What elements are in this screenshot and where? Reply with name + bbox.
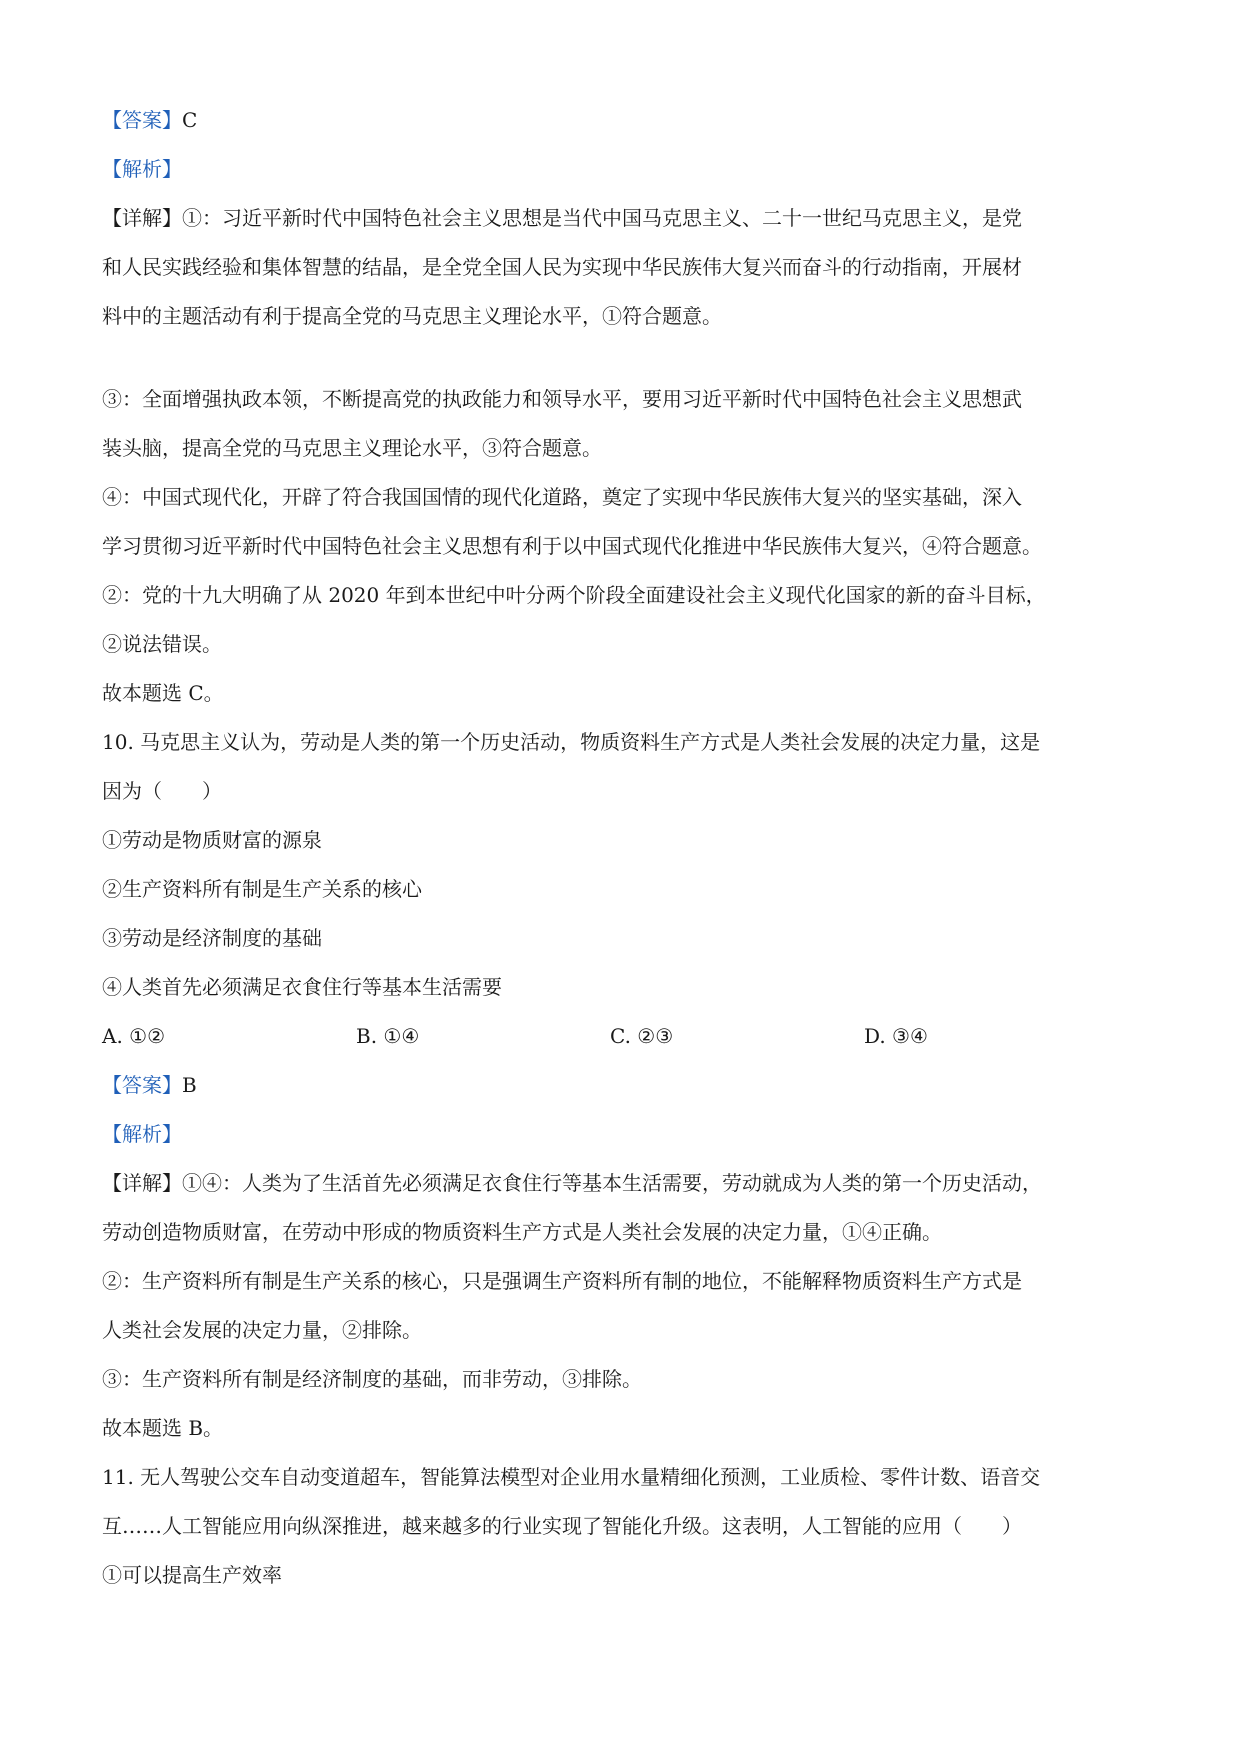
q10-item: ②生产资料所有制是生产关系的核心 [102, 877, 422, 901]
q9-detail-line: 料中的主题活动有利于提高全党的马克思主义理论水平，①符合题意。 [102, 304, 722, 328]
q9-analysis-tag [102, 145, 1142, 194]
q9-conclusion: 故本题选 C。 [102, 681, 224, 705]
q10-stem-line: 10. 马克思主义认为，劳动是人类的第一个历史活动，物质资料生产方式是人类社会发展的决定力量，这是 [102, 730, 1041, 754]
q9-explain-line: 学习贯彻习近平新时代中国特色社会主义思想有利于以中国式现代化推进中华民族伟大复兴，④符合题意。 [102, 534, 1042, 558]
q9-explain-line: ③：全面增强执政本领，不断提高党的执政能力和领导水平，要用习近平新时代中国特色社会主义思想武 [102, 387, 1022, 411]
analysis-tag: 【解析】 [102, 157, 182, 181]
q9-explain-line: 装头脑，提高全党的马克思主义理论水平，③符合题意。 [102, 436, 602, 460]
q10-options [102, 1012, 1142, 1061]
q9-detail-line: 和人民实践经验和集体智慧的结晶，是全党全国人民为实现中华民族伟大复兴而奋斗的行动指南，开展材 [102, 255, 1022, 279]
answer-tag: 【答案】 [102, 108, 182, 132]
q10-analysis-tag [102, 1110, 1142, 1159]
q10-detail-line [102, 1159, 1142, 1208]
q10-detail-line: ③：生产资料所有制是经济制度的基础，而非劳动，③排除。 [102, 1367, 642, 1391]
detail-tag: 【详解】 [102, 206, 182, 230]
q10-detail-line: 人类社会发展的决定力量，②排除。 [102, 1318, 422, 1342]
document-page [102, 96, 1142, 1600]
q9-explain-line: ④：中国式现代化，开辟了符合我国国情的现代化道路，奠定了实现中华民族伟大复兴的坚实基础，深入 [102, 485, 1022, 509]
q10-item: ①劳动是物质财富的源泉 [102, 828, 322, 852]
q11-stem-line: 互……人工智能应用向纵深推进，越来越多的行业实现了智能化升级。这表明，人工智能的应用（ ） [102, 1514, 1022, 1538]
spacer [102, 341, 1142, 375]
q10-stem-line: 因为（ ） [102, 779, 222, 803]
q9-answer [102, 96, 1142, 145]
answer-tag: 【答案】 [102, 1073, 182, 1097]
q9-explain-line: ②说法错误。 [102, 632, 222, 656]
option-d: D. ③④ [864, 1024, 928, 1048]
q10-answer [102, 1061, 1142, 1110]
answer-value: B [182, 1073, 197, 1097]
q10-conclusion: 故本题选 B。 [102, 1416, 224, 1440]
detail-text: ①④：人类为了生活首先必须满足衣食住行等基本生活需要，劳动就成为人类的第一个历史活动， [182, 1171, 1042, 1195]
q11-stem-line: 11. 无人驾驶公交车自动变道超车，智能算法模型对企业用水量精细化预测，工业质检、零件计数、语音交 [102, 1465, 1041, 1489]
option-b: B. ①④ [356, 1024, 420, 1048]
q10-detail-line: ②：生产资料所有制是生产关系的核心，只是强调生产资料所有制的地位，不能解释物质资料生产方式是 [102, 1269, 1022, 1293]
option-c: C. ②③ [610, 1024, 674, 1048]
detail-text: ①：习近平新时代中国特色社会主义思想是当代中国马克思主义、二十一世纪马克思主义，是党 [182, 206, 1022, 230]
q11-item: ①可以提高生产效率 [102, 1563, 282, 1587]
analysis-tag: 【解析】 [102, 1122, 182, 1146]
q10-item: ④人类首先必须满足衣食住行等基本生活需要 [102, 975, 502, 999]
q10-item: ③劳动是经济制度的基础 [102, 926, 322, 950]
option-a: A. ①② [102, 1024, 166, 1048]
detail-tag: 【详解】 [102, 1171, 182, 1195]
q9-explain-line: ②：党的十九大明确了从 2020 年到本世纪中叶分两个阶段全面建设社会主义现代化国家的新的奋斗目标， [102, 583, 1046, 607]
q10-detail-line: 劳动创造物质财富，在劳动中形成的物质资料生产方式是人类社会发展的决定力量，①④正确。 [102, 1220, 942, 1244]
q9-detail-line [102, 194, 1142, 243]
answer-value: C [182, 108, 198, 132]
